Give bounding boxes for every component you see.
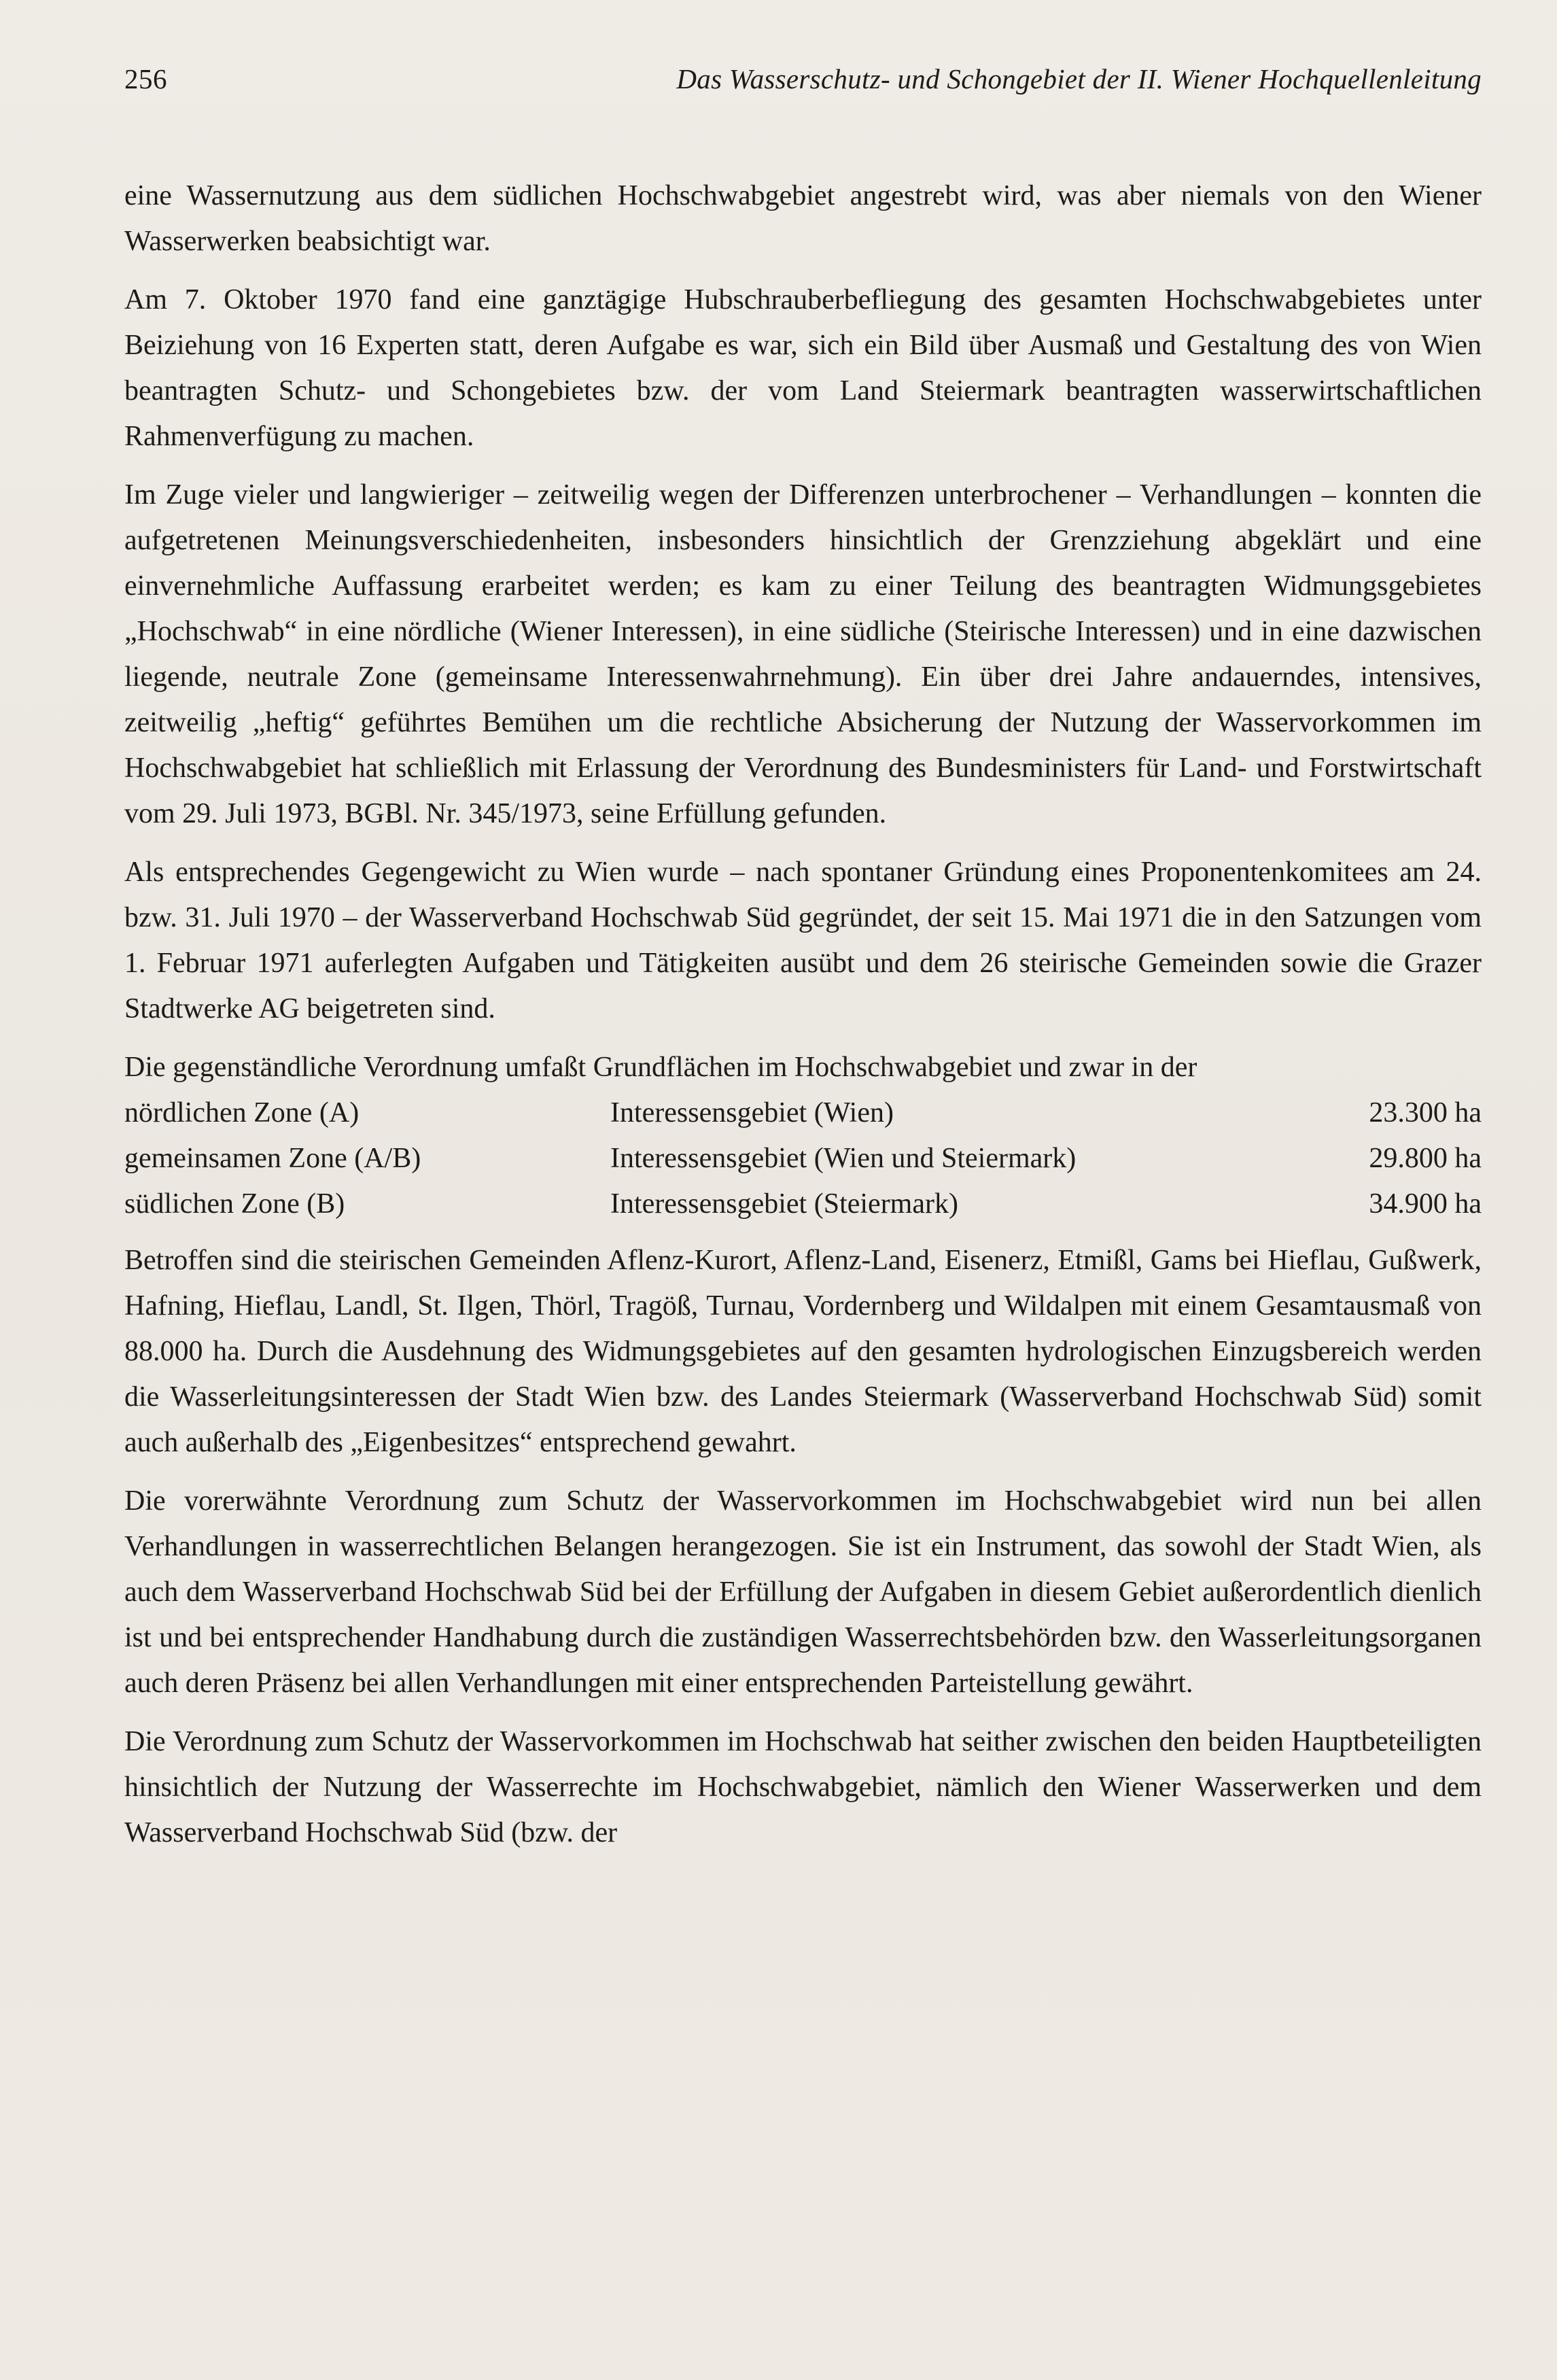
zone-interest: Interessensgebiet (Steiermark)	[610, 1188, 958, 1220]
paragraph: Die Verordnung zum Schutz der Wasservorkommen im Hochschwab hat seither zwischen den beiden Hauptbeteiligten hinsichtlich der Nutzung der Wasserrechte im Hochschwabgebiet, nämlich den Wiener Wasserwerken und dem Wasserverband Hochschwab Süd (bzw. der	[124, 1726, 1482, 1848]
zone-row	[124, 1090, 1482, 1136]
zone-row	[124, 1136, 1482, 1182]
paragraph: Die vorerwähnte Verordnung zum Schutz der Wasservorkommen im Hochschwabgebiet wird nun bei allen Verhandlungen in wasserrechtlichen Belangen herangezogen. Sie ist ein Instrument, das sowohl der Stadt Wien, als auch dem Wasserverband Hochschwab Süd bei der Erfüllung der Aufgaben in diesem Gebiet außerordentlich dienlich ist und bei entsprechender Handhabung durch die zuständigen Wasserrechtsbehörden bzw. den Wasserleitungsorganen auch deren Präsenz bei allen Verhandlungen mit einer entsprechenden Parteistellung gewährt.	[124, 1485, 1482, 1699]
paragraph: eine Wassernutzung aus dem südlichen Hochschwabgebiet angestrebt wird, was aber niemals von den Wiener Wasserwerken beabsichtigt war.	[124, 180, 1482, 257]
page-number: 256	[124, 63, 167, 94]
zone-area: 23.300 ha	[1369, 1097, 1482, 1128]
zone-area: 34.900 ha	[1369, 1188, 1482, 1220]
zone-interest: Interessensgebiet (Wien)	[610, 1097, 894, 1128]
paragraph: Betroffen sind die steirischen Gemeinden Aflenz-Kurort, Aflenz-Land, Eisenerz, Etmißl, Gams bei Hieflau, Gußwerk, Hafning, Hieflau, Landl, St. Ilgen, Thörl, Tragöß, Turnau, Vordernberg und Wildalpen mit einem Gesamtausmaß von 88.000 ha. Durch die Ausdehnung des Widmungsgebietes auf den gesamten hydrologischen Einzugsbereich werden die Wasserleitungsinteressen der Stadt Wien bzw. des Landes Steiermark (Wasserverband Hochschwab Süd) somit auch außerhalb des „Eigenbesitzes“ entsprechend gewahrt.	[124, 1245, 1482, 1458]
zone-interest: Interessensgebiet (Wien und Steiermark)	[610, 1143, 1077, 1174]
running-title: Das Wasserschutz- und Schongebiet der II. Wiener Hochquellenleitung	[676, 63, 1482, 94]
paragraph: Als entsprechendes Gegengewicht zu Wien wurde – nach spontaner Gründung eines Proponentenkomitees am 24. bzw. 31. Juli 1970 – der Wasserverband Hochschwab Süd gegründet, der seit 15. Mai 1971 die in den Satzungen vom 1. Februar 1971 auferlegten Aufgaben und Tätigkeiten ausübt und dem 26 steirische Gemeinden sowie die Grazer Stadtwerke AG beigetreten sind.	[124, 857, 1482, 1024]
paragraph: Im Zuge vieler und langwieriger – zeitweilig wegen der Differenzen unterbrochener – Verhandlungen – konnten die aufgetretenen Meinungsverschiedenheiten, insbesonders hinsichtlich der Grenzziehung abgeklärt und eine einvernehmliche Auffassung erarbeitet werden; es kam zu einer Teilung des beantragten Widmungsgebietes „Hochschwab“ in eine nördliche (Wiener Interessen), in eine südliche (Steirische Interessen) und in eine dazwischen liegende, neutrale Zone (gemeinsame Interessenwahrnehmung). Ein über drei Jahre andauerndes, intensives, zeitweilig „heftig“ geführtes Bemühen um die rechtliche Absicherung der Nutzung der Wasservorkommen im Hochschwabgebiet hat schließlich mit Erlassung der Verordnung des Bundesministers für Land- und Forstwirtschaft vom 29. Juli 1973, BGBl. Nr. 345/1973, seine Erfüllung gefunden.	[124, 479, 1482, 829]
paragraph: Die gegenständliche Verordnung umfaßt Grundflächen im Hochschwabgebiet und zwar in der	[124, 1052, 1197, 1083]
paragraph: Am 7. Oktober 1970 fand eine ganztägige Hubschrauberbefliegung des gesamten Hochschwabgebietes unter Beiziehung von 16 Experten statt, deren Aufgabe es war, sich ein Bild über Ausmaß und Gestaltung des von Wien beantragten Schutz- und Schongebietes bzw. der vom Land Steiermark beantragten wasserwirtschaftlichen Rahmenverfügung zu machen.	[124, 284, 1482, 452]
zone-area: 29.800 ha	[1369, 1143, 1482, 1174]
body-text	[124, 173, 1482, 1869]
zone-name: südlichen Zone (B)	[124, 1188, 345, 1220]
zone-table	[124, 1090, 1482, 1227]
zone-name: nördlichen Zone (A)	[124, 1097, 360, 1128]
zone-name: gemeinsamen Zone (A/B)	[124, 1143, 421, 1174]
zone-row	[124, 1182, 1482, 1227]
page-header	[124, 63, 1482, 110]
